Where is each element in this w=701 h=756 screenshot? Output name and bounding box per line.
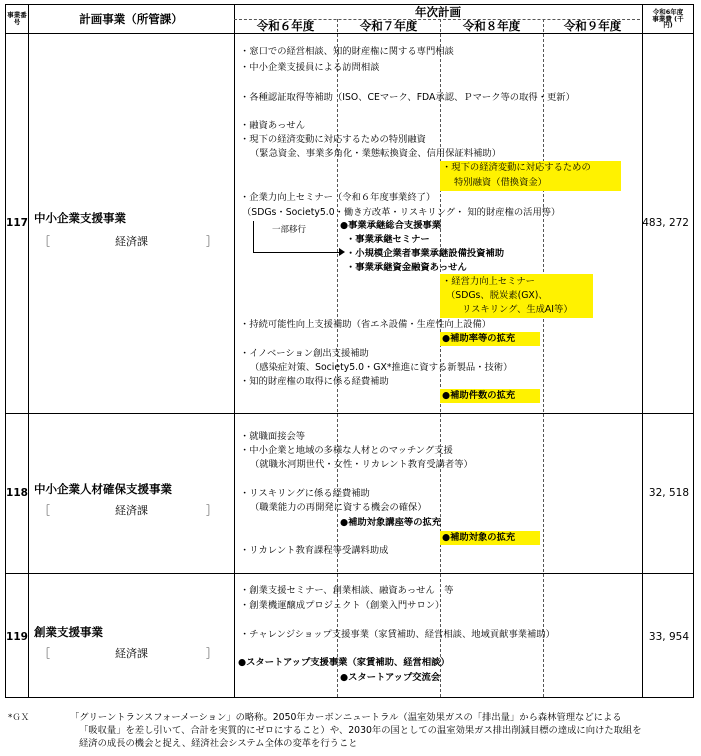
project-name: 創業支援事業 bbox=[34, 625, 103, 639]
plan-item: ・知的財産権の取得に係る経費補助 bbox=[240, 376, 389, 387]
dept-bracket-open: ［ bbox=[39, 235, 50, 248]
succession-item: ・事業承継資金融資あっせん bbox=[346, 262, 467, 273]
plan-item: ・リスキリングに係る経費補助 bbox=[240, 488, 370, 499]
succession-item: ・小規模企業者事業承継設備投資補助 bbox=[346, 248, 505, 259]
dept-bracket-open: ［ bbox=[39, 504, 50, 517]
header-year-2: 令和７年度 bbox=[359, 18, 418, 33]
row-number: 119 bbox=[6, 631, 28, 643]
dept-name: 経済課 bbox=[115, 647, 148, 660]
plan-item: ・イノベーション創出支援補助 bbox=[240, 348, 369, 359]
col-divider bbox=[642, 5, 643, 697]
header-year-4: 令和９年度 bbox=[563, 18, 622, 33]
footnote-line: 「グリーントランスフォーメーション」の略称。2050年カーボンニュートラル（温室効果ガスの「排出量」から森林管理などによる bbox=[70, 712, 622, 723]
row-number: 117 bbox=[6, 217, 28, 229]
plan-item-detail: （感染症対策、Society5.0・GX*推進に資する新製品・技術） bbox=[250, 362, 513, 373]
plan-item: ・持続可能性向上支援補助（省エネ設備・生産性向上設備） bbox=[240, 319, 492, 330]
plan-item: ・チャレンジショップ支援事業（家賃補助、経営相談、地域貢献事業補助） bbox=[240, 629, 555, 640]
plan-item: ・中小企業支援員による訪問相談 bbox=[240, 62, 380, 73]
plan-item: ・就職面接会等 bbox=[240, 431, 306, 442]
special-loan-item: ・現下の経済変動に対応するための bbox=[442, 162, 591, 173]
row-divider bbox=[6, 573, 693, 574]
expansion-badge: ●補助件数の拡充 bbox=[442, 390, 516, 401]
budget-amount: 33, 954 bbox=[648, 631, 689, 643]
dept-bracket-close: ］ bbox=[206, 504, 217, 517]
special-loan-item: 特別融資（借換資金） bbox=[454, 177, 547, 188]
footnote-line: 経済の成長の機会と捉え、経済社会システム全体の変革を行うこと bbox=[79, 738, 358, 749]
project-name: 中小企業支援事業 bbox=[34, 211, 126, 225]
plan-item: ・融資あっせん bbox=[240, 120, 305, 131]
plan-item: ・創業支援セミナー、創業相談、融資あっせん 等 bbox=[240, 585, 454, 596]
plan-item: ・各種認証取得等補助（ISO、CEマーク、FDA承認、Ｐマーク等の取得・更新） bbox=[240, 92, 575, 103]
plan-item-detail: （就職氷河期世代・女性・リカレント教育受講者等） bbox=[250, 459, 473, 470]
budget-amount: 483, 272 bbox=[642, 217, 689, 229]
plan-item: ・企業力向上セミナー（令和６年度事業終了） bbox=[240, 192, 436, 203]
migration-label: 一部移行 bbox=[272, 225, 307, 235]
seminar-item: （SDGs、脱炭素(GX)、 bbox=[446, 290, 548, 301]
header-id: 事業番号 bbox=[7, 11, 27, 26]
expansion-badge: ●補助率等の拡充 bbox=[442, 333, 516, 344]
dept-name: 経済課 bbox=[115, 235, 148, 248]
plan-item: ・リカレント教育課程等受講料助成 bbox=[240, 545, 389, 556]
migration-arrow-horizontal bbox=[253, 252, 342, 253]
plan-item: ・創業機運醸成プロジェクト（創業入門サロン） bbox=[240, 600, 445, 611]
row-divider bbox=[6, 413, 693, 414]
header-bottom bbox=[6, 33, 693, 34]
arrowhead-icon bbox=[339, 248, 345, 256]
plan-item-detail: （SDGs・Society5.0・働き方改革・リスキリング・ 知的財産権の活用等） bbox=[242, 207, 561, 218]
migration-arrow-vertical bbox=[253, 221, 254, 252]
row-number: 118 bbox=[6, 487, 28, 499]
col-divider bbox=[234, 5, 235, 697]
dept-bracket-open: ［ bbox=[39, 647, 50, 660]
plan-item-detail: （職業能力の再開発に資する機会の確保） bbox=[250, 502, 427, 513]
dept-bracket-close: ］ bbox=[206, 235, 217, 248]
succession-item: ・事業承継セミナー bbox=[346, 234, 430, 245]
expansion-badge: ●補助対象の拡充 bbox=[442, 532, 516, 543]
dept-bracket-close: ］ bbox=[206, 647, 217, 660]
plan-item: ・現下の経済変動に対応するための特別融資 bbox=[240, 134, 426, 145]
seminar-item: ・経営力向上セミナー bbox=[442, 276, 535, 287]
footnote-mark: *ＧＸ bbox=[8, 713, 30, 723]
succession-item: ●事業承継総合支援事業 bbox=[340, 220, 442, 231]
plan-table bbox=[5, 4, 694, 698]
header-year-1: 令和６年度 bbox=[256, 18, 315, 33]
year-divider bbox=[543, 19, 544, 697]
seminar-item: リスキリング、生成AI等） bbox=[462, 304, 573, 315]
plan-item-detail: （緊急資金、事業多角化・業態転換資金、信用保証料補助） bbox=[250, 148, 502, 159]
col-divider bbox=[28, 5, 29, 697]
header-year-3: 令和８年度 bbox=[462, 18, 521, 33]
header-budget: 令和6年度 事業費 (千円) bbox=[652, 7, 684, 30]
plan-item: ・中小企業と地域の多様な人材とのマッチング支援 bbox=[240, 445, 453, 456]
startup-exchange-item: ●スタートアップ交流会 bbox=[340, 672, 441, 683]
budget-amount: 32, 518 bbox=[648, 487, 689, 499]
dept-name: 経済課 bbox=[115, 504, 148, 517]
header-project: 計画事業（所管課） bbox=[79, 11, 183, 26]
footnote-line: 「吸収量」を差し引いて、合計を実質的にゼロにすること）や、2030年の国としての温室効果ガス排出削減目標の達成に向けた取組を bbox=[79, 725, 642, 736]
expansion-item: ●補助対象講座等の拡充 bbox=[340, 517, 442, 528]
startup-support-item: ●スタートアップ支援事業（家賃補助、経営相談） bbox=[238, 657, 450, 668]
plan-item: ・窓口での経営相談、知的財産権に関する専門相談 bbox=[240, 46, 454, 57]
header-annual-plan: 年次計画 bbox=[415, 4, 461, 19]
project-name: 中小企業人材確保支援事業 bbox=[34, 482, 172, 496]
